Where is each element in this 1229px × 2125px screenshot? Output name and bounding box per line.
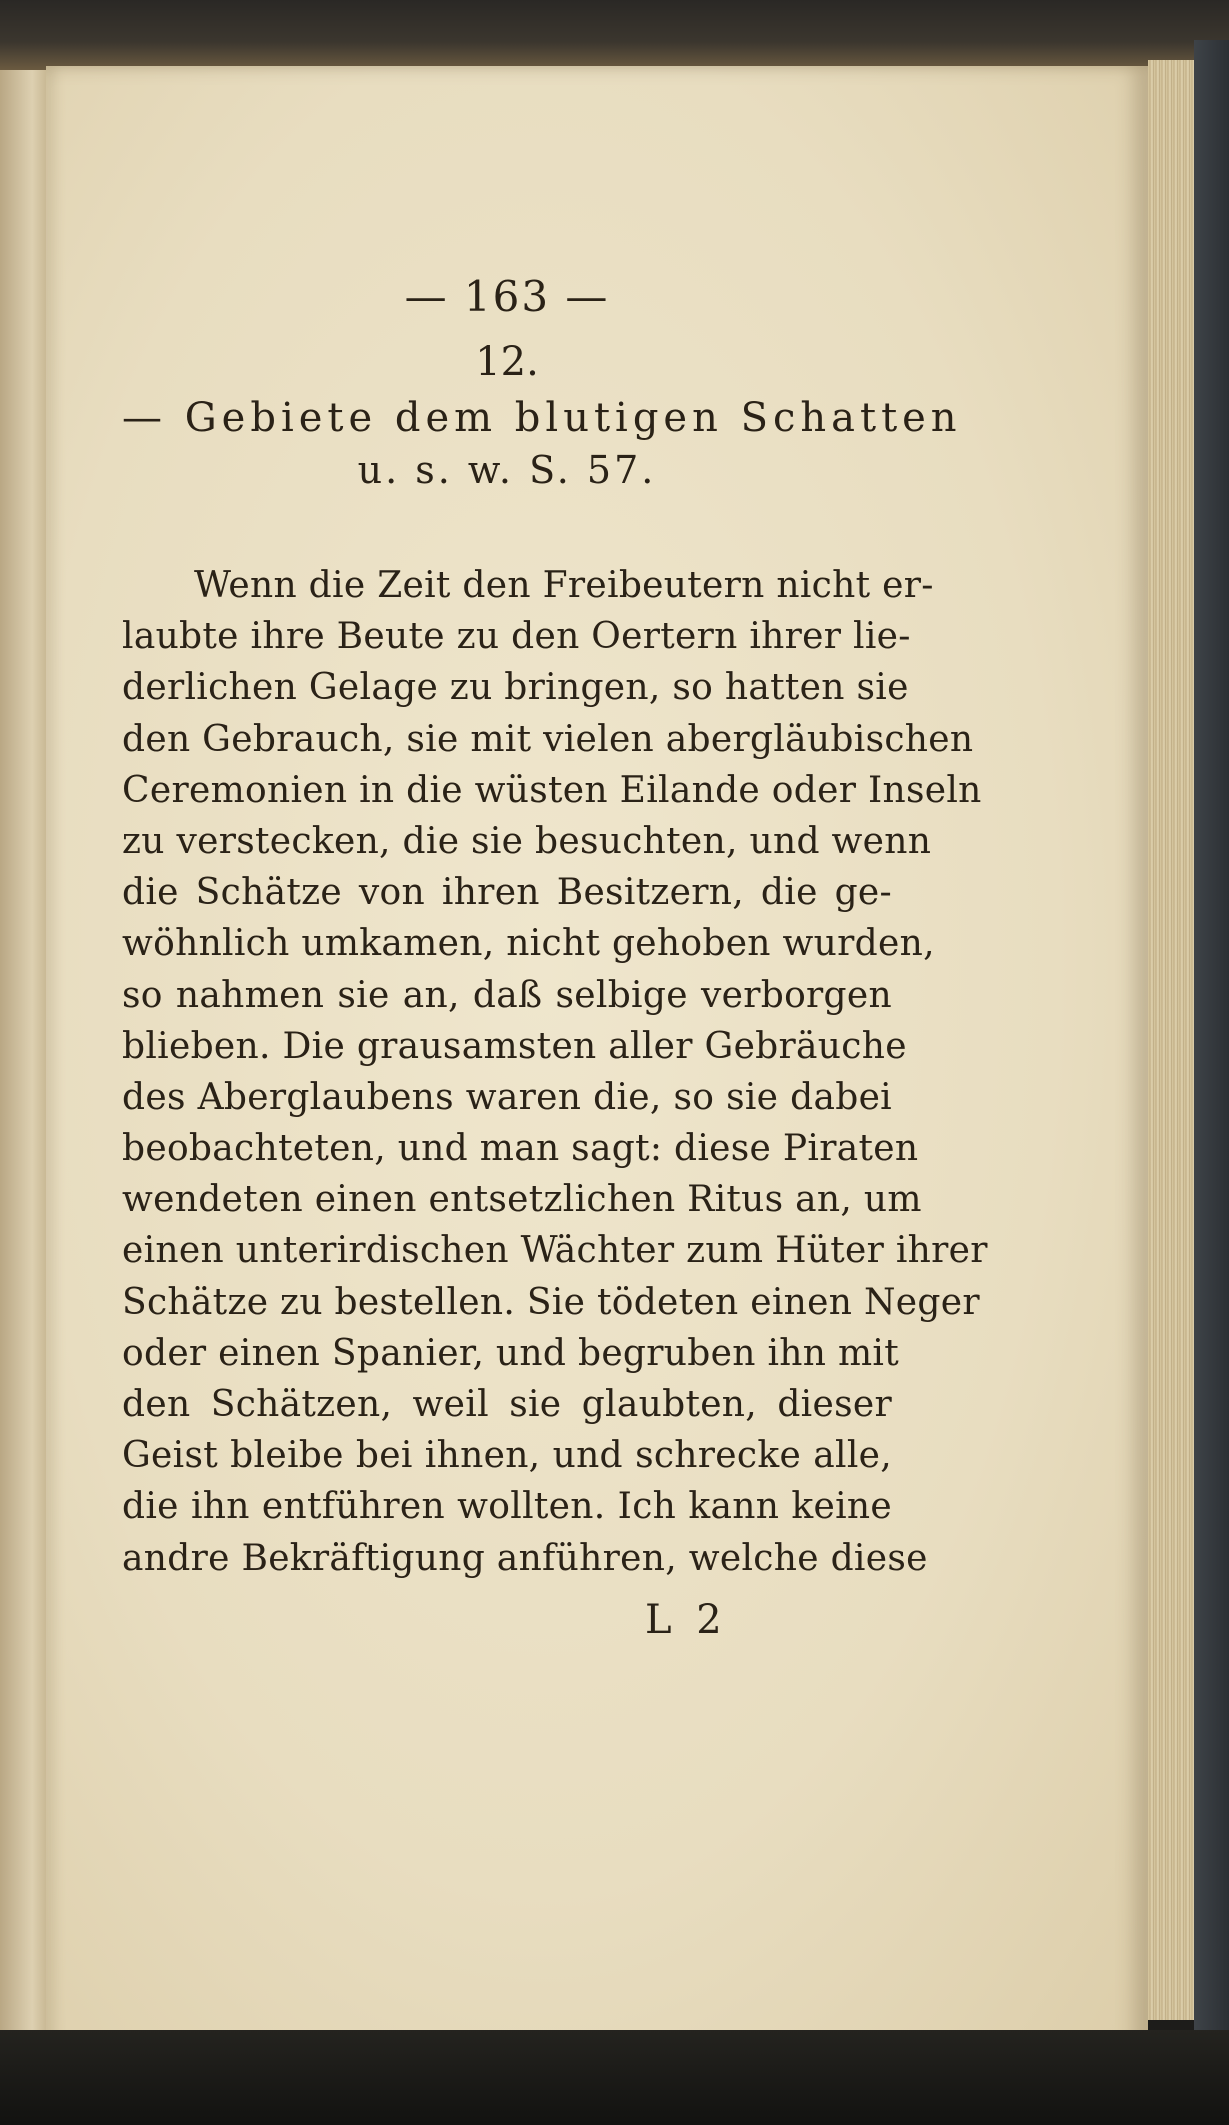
text-line: den Schätzen, weil sie glaubten, dieser (122, 1384, 892, 1425)
text-line: einen unterirdischen Wächter zum Hüter ihrer (122, 1230, 988, 1272)
note-number: 12. (475, 339, 539, 385)
text-line: die Schätze von ihren Besitzern, die ge- (122, 872, 892, 914)
text-line: des Aberglaubens waren die, so sie dabei (122, 1076, 892, 1118)
text-line: laubte ihre Beute zu den Oertern ihrer lie- (122, 616, 911, 658)
note-title: — Gebiete dem blutigen Schatten (122, 395, 962, 441)
text-line: wöhnlich umkamen, nicht gehoben wurden, (122, 923, 935, 965)
text-line: zu verstecken, die sie besuchten, und wenn (122, 820, 932, 862)
note-reference: u. s. w. S. 57. (357, 448, 657, 492)
text-line: Wenn die Zeit den Freibeutern nicht er- (194, 565, 934, 606)
page-stack-edges (1148, 60, 1194, 2020)
text-line: Schätze zu bestellen. Sie tödeten einen Neger (122, 1281, 980, 1323)
text-line: den Gebrauch, sie mit vielen abergläubischen (122, 718, 974, 760)
text-line: blieben. Die grausamsten aller Gebräuche (122, 1025, 907, 1067)
page-text-block (122, 262, 988, 1584)
text-line: Geist bleibe bei ihnen, und schrecke alle, (122, 1435, 892, 1477)
bottom-background (0, 2030, 1229, 2125)
text-line: so nahmen sie an, daß selbige verborgen (122, 974, 892, 1016)
page-number-header: — 163 — (404, 272, 610, 321)
book-top-edge (0, 0, 1229, 70)
body-text (122, 560, 988, 1584)
text-line: derlichen Gelage zu bringen, so hatten sie (122, 667, 909, 709)
text-line: andre Bekräftigung anführen, welche diese (122, 1537, 928, 1579)
text-line: wendeten einen entsetzlichen Ritus an, um (122, 1179, 922, 1221)
text-line: oder einen Spanier, und begruben ihn mit (122, 1332, 899, 1374)
text-line: die ihn entführen wollten. Ich kann keine (122, 1486, 892, 1528)
text-line: Ceremonien in die wüsten Eilande oder Inseln (122, 769, 982, 811)
left-page-edge (0, 70, 46, 2055)
text-line: beobachteten, und man sagt: diese Piraten (122, 1128, 919, 1170)
book-cover-edge (1194, 40, 1229, 2080)
signature-mark: L 2 (645, 1597, 728, 1643)
